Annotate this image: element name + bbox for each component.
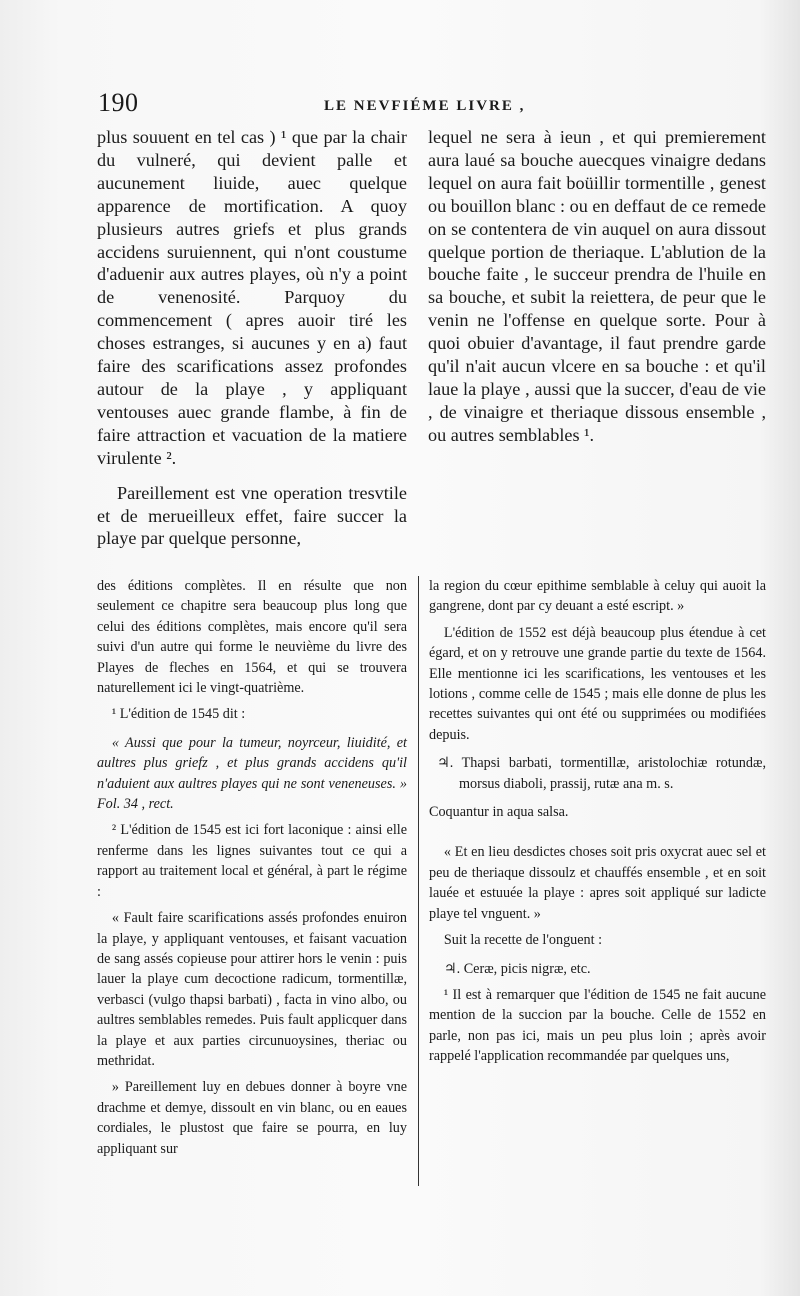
footnotes-right-column <box>429 576 766 1067</box>
page-number: 190 <box>98 88 139 117</box>
footnote-paragraph: ¹ L'édition de 1545 dit : <box>111 706 246 723</box>
footnote-quote: « Aussi que pour la tumeur, noyrceur, liuidité, et aultres plus griefz , et plus grands accidens qu'il n'aduient aux aultres playes qui ne sont veneneuses. » Fol. 34 , rect. <box>97 734 407 813</box>
main-text-right-column <box>428 126 766 447</box>
column-divider <box>418 576 419 1186</box>
running-head: LE NEVFIÉME LIVRE , <box>324 98 526 114</box>
main-paragraph: lequel ne sera à ieun , et qui premierement aura laué sa bouche auecques vinaigre dedans lequel on aura fait boüillir tormentille , genest ou bouillon blanc : ou en deffaut de ce remede on se contentera de vin auquel on aura dissout quelque portion de theriaque. L'ablution de la bouche faite , le succeur prendra de l'huile en sa bouche, et subit la reiettera, de peur que le venin ne l'offense en quelque sorte. Pour à quoi obuier d'avantage, il faut prendre garde qu'il n'ait aucun vlcere en sa bouche : et qu'il laue la playe , aussi que la succer, d'eau de vie , de vinaigre et theriaque dissous ensemble , ou autres semblables ¹. <box>428 127 766 445</box>
page-header <box>98 88 718 128</box>
footnote-quote: » Pareillement luy en debues donner à boyre vne drachme et demye, dissoult en vin blanc, ou en eaues cordiales, le plustost que faire se pourra, en luy appliquant sur <box>97 1079 407 1157</box>
footnote-paragraph: ² L'édition de 1545 est ici fort laconique : ainsi elle renferme dans les lignes suivantes tout ce qui a rapport au traitement local et général, à part le régime : <box>97 822 407 900</box>
footnote-paragraph: L'édition de 1552 est déjà beaucoup plus étendue à cet égard, et on y retrouve une grande partie du texte de 1564. Elle mentionne ici les scarifications, les ventouses et les lotions , comme celle de 1545 ; mais elle donne de plus les recettes suivantes qui ont été ou supprimées ou modifiées depuis. <box>429 624 766 743</box>
footnote-quote: la region du cœur epithime semblable à celuy qui auoit la gangrene, dont par cy deuant a esté escript. » <box>429 578 766 615</box>
footnote-quote: « Fault faire scarifications assés profondes enuiron la playe, y appliquant ventouses, et faisant vacuation de sang assés copieuse pour attirer hors le venin : puis lauer la playe cum decoctione radicum, tormentillæ, verbasci (vulgo thapsi barbati) , facta in vino albo, ou aultres semblables remedes. Puis fault applicquer dans la playe et aux parties circunuoysines, theriac ou methridat. <box>97 910 407 1069</box>
main-paragraph: Pareillement est vne operation tresvtile et de merueilleux effet, faire succer la playe par quelque personne, <box>97 482 407 549</box>
footnote-paragraph: des éditions complètes. Il en résulte que non seulement ce chapitre sera beaucoup plus long que celui des éditions complètes, mais encore qu'il sera suivi d'un autre qui forme le neuvième du livre des Playes de fleches en 1564, et qui se trouvera naturellement ici le vingt-quatrième. <box>97 578 407 697</box>
footnote-paragraph: Suit la recette de l'onguent : <box>443 932 603 949</box>
main-text-left-column <box>97 126 407 550</box>
recipe-line: ♃. Thapsi barbati, tormentillæ, aristolochiæ rotundæ, morsus diaboli, prassij, rutæ ana m. s. <box>437 755 766 792</box>
footnote-quote: « Et en lieu desdictes choses soit pris oxycrat auec sel et peu de theriaque dissoulz et chauffés ensemble , et en soit lauée et estuuée la playe : apres soit appliqué sur ladicte playe tel vnguent. » <box>429 844 766 922</box>
footnote-paragraph: ¹ Il est à remarquer que l'édition de 1545 ne fait aucune mention de la succion par la bouche. Celle de 1552 en parle, non pas ici, mais un peu plus loin ; après avoir rappelé l'application recommandée par quelques uns, <box>429 986 766 1065</box>
recipe-line: ♃. Ceræ, picis nigræ, etc. <box>443 960 591 977</box>
main-paragraph: plus souuent en tel cas ) ¹ que par la chair du vulneré, qui devient palle et aucunement liuide, auec quelque apparence de mortification. A quoy plusieurs autres griefs et plus grands accidens suruiennent, qui n'ont coustume d'aduenir aux autres playes, où n'y a point de venenosité. Parquoy du commencement ( apres auoir tiré les choses estranges, si aucunes y en a) faut faire des scarifications assez profondes autour de la playe , y appliquant ventouses auec grande flambe, à fin de faire attraction et vacuation de la matiere virulente ². <box>97 127 407 468</box>
recipe-line: Coquantur in aqua salsa. <box>429 804 569 821</box>
footnotes-left-column <box>97 576 407 1159</box>
